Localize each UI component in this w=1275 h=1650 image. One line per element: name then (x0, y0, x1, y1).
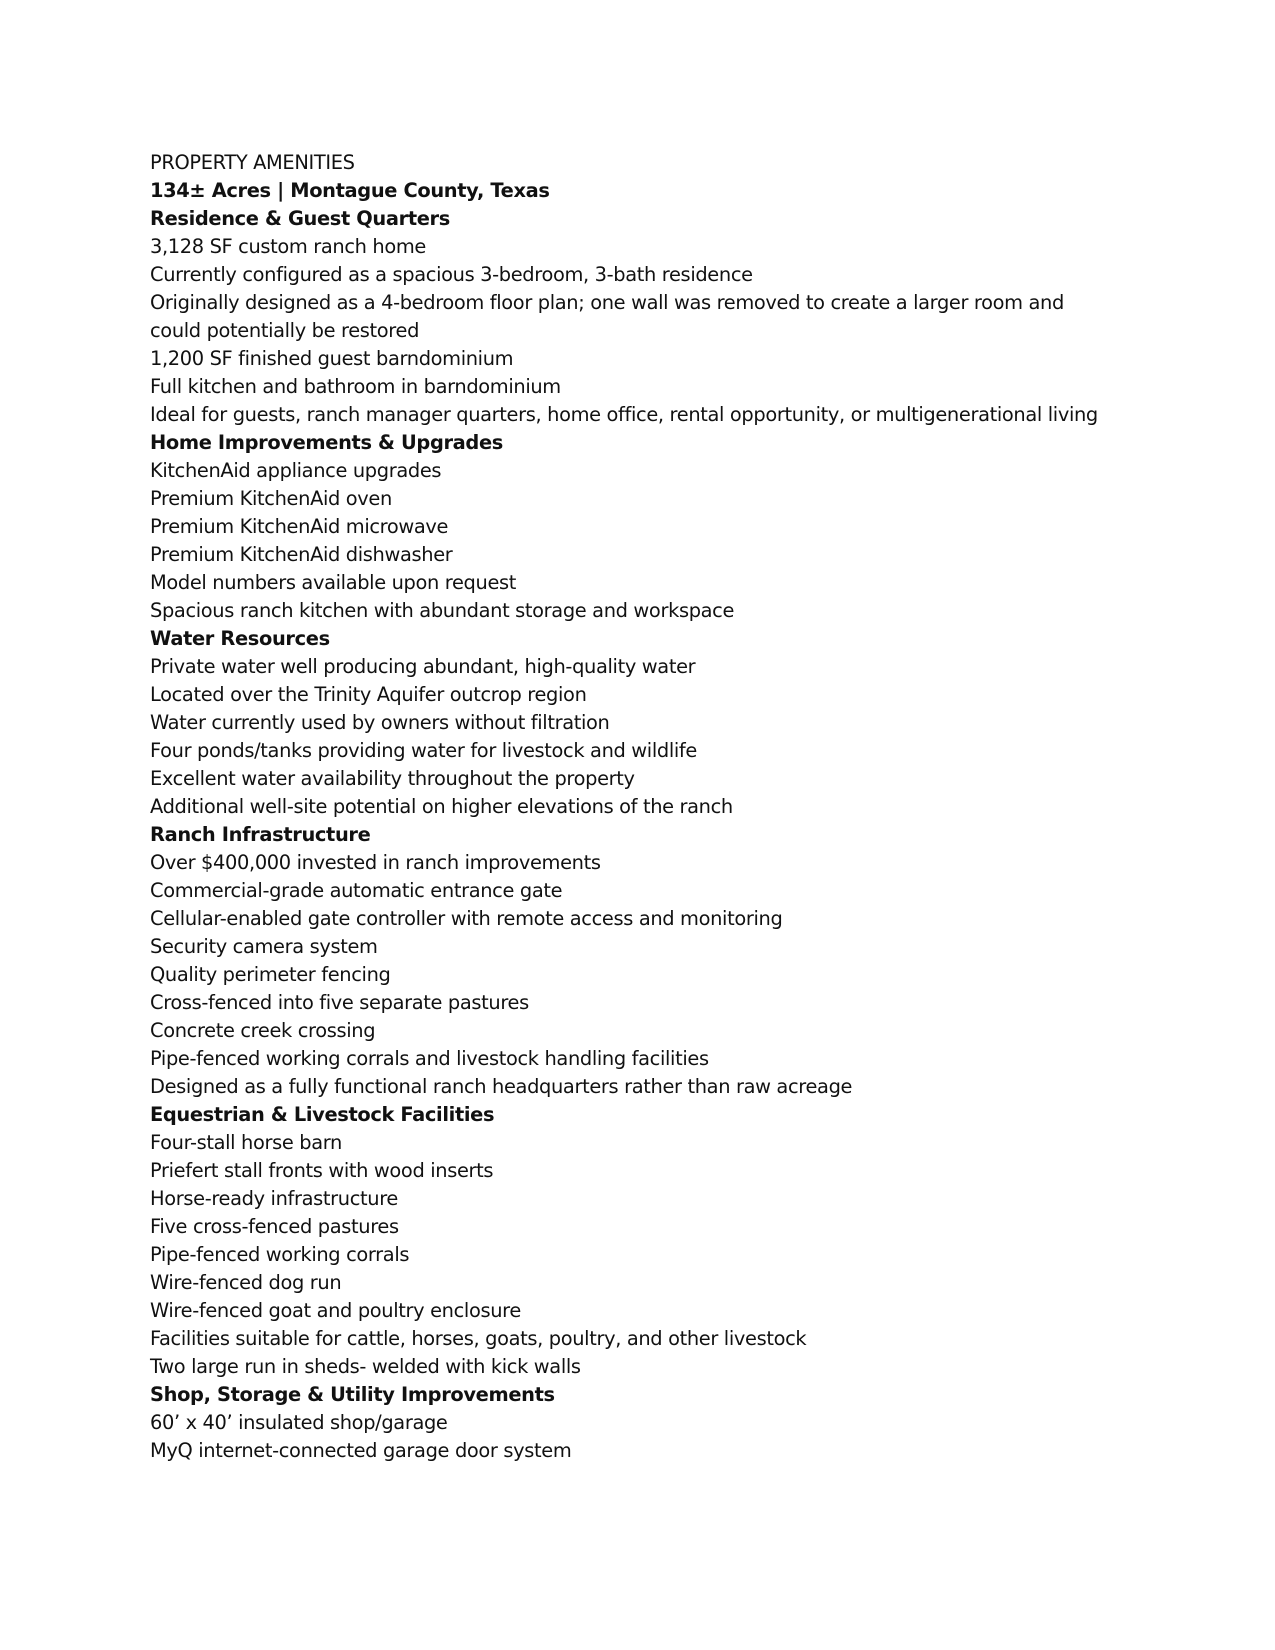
list-item: Cellular-enabled gate controller with remote access and monitoring (150, 907, 783, 930)
list-item: Additional well-site potential on higher elevations of the ranch (150, 795, 733, 818)
list-item: MyQ internet-connected garage door system (150, 1439, 572, 1462)
document-body (150, 149, 1110, 1465)
list-item: Excellent water availability throughout the property (150, 767, 635, 790)
list-item: Priefert stall fronts with wood inserts (150, 1159, 494, 1182)
list-item: Wire-fenced goat and poultry enclosure (150, 1299, 521, 1322)
list-item: 3,128 SF custom ranch home (150, 235, 427, 258)
list-item: 1,200 SF finished guest barndominium (150, 347, 514, 370)
list-item: Commercial-grade automatic entrance gate (150, 879, 563, 902)
list-item: Currently configured as a spacious 3-bedroom, 3-bath residence (150, 263, 753, 286)
section-heading-equestrian-livestock: Equestrian & Livestock Facilities (150, 1103, 495, 1126)
list-item: Premium KitchenAid oven (150, 487, 392, 510)
list-item: Private water well producing abundant, high-quality water (150, 655, 696, 678)
section-heading-ranch-infrastructure: Ranch Infrastructure (150, 823, 371, 846)
list-item: KitchenAid appliance upgrades (150, 459, 442, 482)
list-item: Over $400,000 invested in ranch improvements (150, 851, 601, 874)
list-item: Wire-fenced dog run (150, 1271, 342, 1294)
list-item: Cross-fenced into five separate pastures (150, 991, 529, 1014)
document-subtitle: 134± Acres | Montague County, Texas (150, 179, 550, 202)
list-item: Premium KitchenAid dishwasher (150, 543, 453, 566)
list-item: Quality perimeter fencing (150, 963, 391, 986)
section-heading-home-improvements: Home Improvements & Upgrades (150, 431, 503, 454)
list-item: Pipe-fenced working corrals (150, 1243, 410, 1266)
list-item: 60’ x 40’ insulated shop/garage (150, 1411, 448, 1434)
list-item: Two large run in sheds- welded with kick walls (150, 1355, 581, 1378)
list-item: Five cross-fenced pastures (150, 1215, 399, 1238)
list-item: Horse-ready infrastructure (150, 1187, 399, 1210)
list-item: Spacious ranch kitchen with abundant storage and workspace (150, 599, 735, 622)
list-item: Premium KitchenAid microwave (150, 515, 449, 538)
list-item: Ideal for guests, ranch manager quarters, home office, rental opportunity, or multigenerational living (150, 403, 1098, 426)
document-title: PROPERTY AMENITIES (150, 151, 355, 174)
list-item: Full kitchen and bathroom in barndominium (150, 375, 561, 398)
list-item: Security camera system (150, 935, 378, 958)
list-item: Water currently used by owners without filtration (150, 711, 610, 734)
list-item: Pipe-fenced working corrals and livestock handling facilities (150, 1047, 709, 1070)
list-item: Designed as a fully functional ranch headquarters rather than raw acreage (150, 1075, 853, 1098)
list-item: Located over the Trinity Aquifer outcrop region (150, 683, 587, 706)
section-heading-residence: Residence & Guest Quarters (150, 207, 450, 230)
list-item: Concrete creek crossing (150, 1019, 376, 1042)
list-item: Model numbers available upon request (150, 571, 517, 594)
section-heading-water-resources: Water Resources (150, 627, 330, 650)
list-item: Facilities suitable for cattle, horses, goats, poultry, and other livestock (150, 1327, 807, 1350)
list-item: Four-stall horse barn (150, 1131, 342, 1154)
section-heading-shop-storage: Shop, Storage & Utility Improvements (150, 1383, 555, 1406)
list-item: Originally designed as a 4-bedroom floor plan; one wall was removed to create a larger room and could potentially be restored (150, 291, 1064, 342)
list-item: Four ponds/tanks providing water for livestock and wildlife (150, 739, 697, 762)
